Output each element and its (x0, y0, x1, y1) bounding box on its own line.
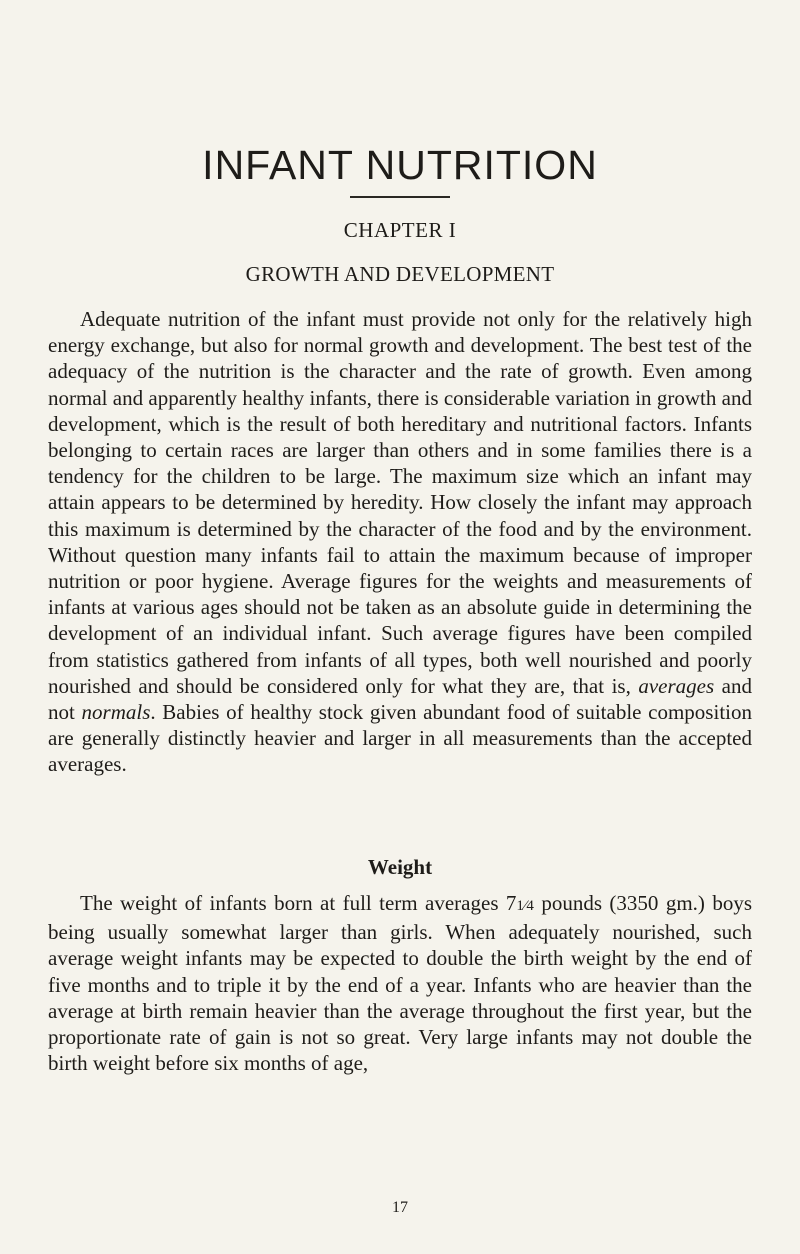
paragraph-weight (48, 890, 752, 1076)
chapter-title: GROWTH AND DEVELOPMENT (245, 262, 555, 286)
paragraph-growth-development (48, 306, 752, 778)
page-number: 17 (392, 1199, 408, 1216)
paragraph-text: Adequate nutrition of the infant must provide not only for the relatively high energy exchange, but also for normal growth and development. The best test of the adequacy of the nutrition is the character and the rate of growth. Even among normal and apparently healthy infants, there is considerable variation in growth and development, which is the result of both hereditary and nutritional factors. Infants belonging to certain races are larger than others and in some families there is a tendency for the children to be large. The maximum size which an infant may attain appears to be determined by heredity. How closely the infant may approach this maximum is determined by the character of the food and by the environment. Without question many infants fail to attain the maximum because of improper nutrition or poor hygiene. Average figures for the weights and measurements of infants at various ages should not be taken as an absolute guide in determining the development of an individual infant. Such average figures have been compiled from statistics gathered from infants of all types, both well nourished and poorly nourished and should be considered only for what they are, that is, (48, 307, 752, 698)
chapter-label: CHAPTER I (343, 218, 457, 242)
emphasis-averages: averages (638, 673, 715, 698)
paragraph-text: . Babies of healthy stock given abundant food of suitable composition are generally distinctly heavier and larger in all measurements than the accepted averages. (48, 700, 752, 777)
paragraph-text: and not (48, 673, 752, 725)
emphasis-normals: normals (81, 700, 151, 725)
paragraph-text: The weight of infants born at full term averages 7 (80, 891, 517, 915)
section-heading-weight: Weight (367, 855, 433, 879)
fraction-one-quarter: 1⁄4 (516, 898, 534, 914)
paragraph-text: pounds (3350 gm.) boys being usually somewhat larger than girls. When adequately nourished, such average weight infants may be expected to double the birth weight by the end of five months and to triple it by the end of a year. Infants who are heavier than the average at birth remain heavier than the average throughout the first year, but the proportionate rate of gain is not so great. Very large infants may not double the birth weight before six months of age, (48, 891, 752, 1076)
book-page (48, 0, 752, 1254)
book-title: INFANT NUTRITION (202, 142, 598, 188)
title-divider (350, 196, 450, 198)
